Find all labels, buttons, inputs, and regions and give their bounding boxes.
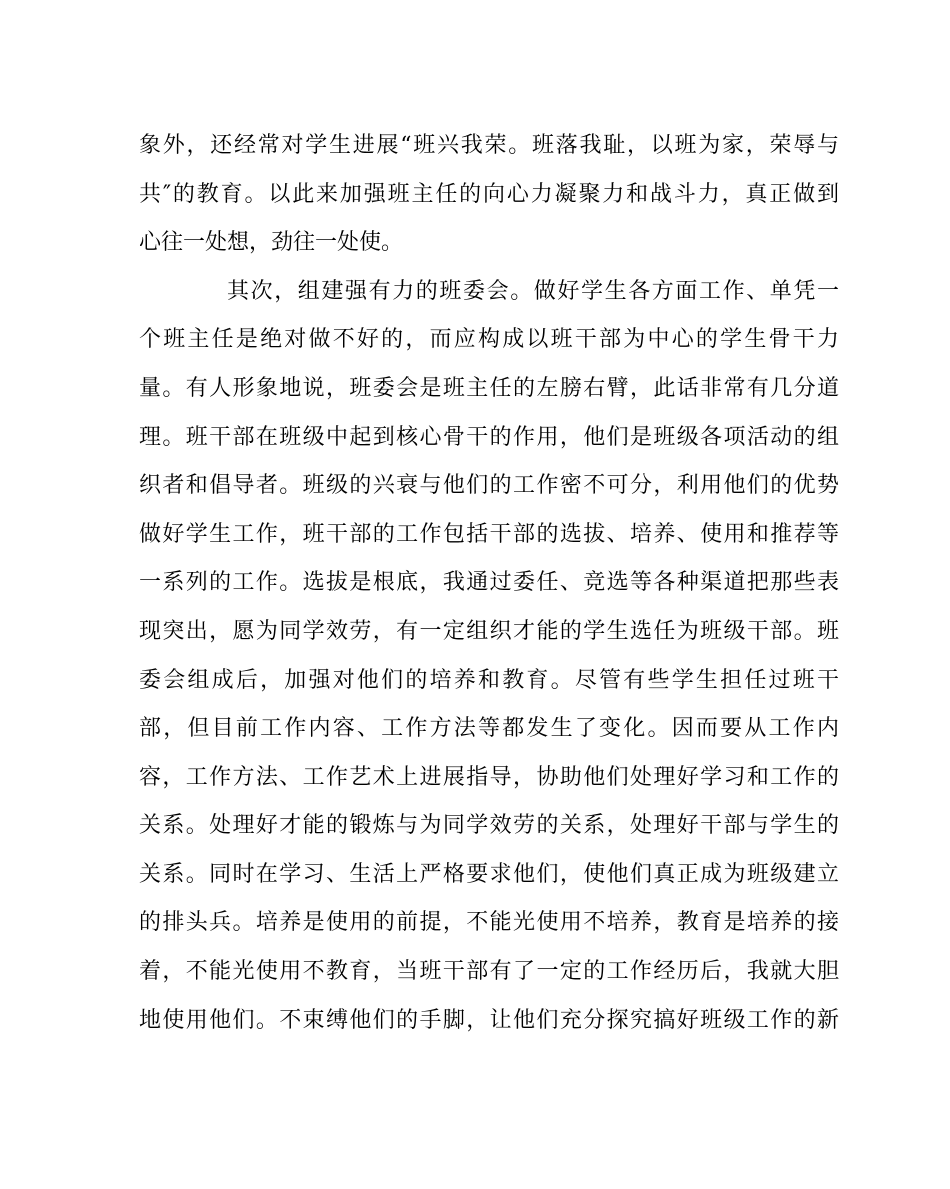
text-line: 心往一处想，劲往一处使。: [139, 230, 404, 255]
text-line: 理。班干部在班级中起到核心骨干的作用，他们是班级各项活动的组: [139, 425, 839, 450]
text-line: 地使用他们。不束缚他们的手脚，让他们充分探究搞好班级工作的新: [139, 1008, 839, 1033]
text-line: 共″的教育。以此来加强班主任的向心力凝聚力和战斗力，真正做到: [139, 182, 839, 207]
text-line: 现突出，愿为同学效劳，有一定组织才能的学生选任为班级干部。班: [139, 619, 839, 644]
text-line: 织者和倡导者。班级的兴衰与他们的工作密不可分，利用他们的优势: [139, 473, 839, 498]
text-line: 容，工作方法、工作艺术上进展指导，协助他们处理好学习和工作的: [139, 765, 839, 790]
paragraph-start-line: 其次，组建强有力的班委会。做好学生各方面工作、单凭一: [227, 279, 839, 304]
text-line: 量。有人形象地说，班委会是班主任的左膀右臂，此话非常有几分道: [139, 376, 839, 401]
text-line: 关系。处理好才能的锻炼与为同学效劳的关系，处理好干部与学生的: [139, 813, 839, 838]
text-line: 个班主任是绝对做不好的，而应构成以班干部为中心的学生骨干力: [139, 327, 839, 352]
text-line: 部，但目前工作内容、工作方法等都发生了变化。因而要从工作内: [139, 716, 839, 741]
text-line: 关系。同时在学习、生活上严格要求他们，使他们真正成为班级建立: [139, 862, 839, 887]
text-line: 一系列的工作。选拔是根底，我通过委任、竞选等各种渠道把那些表: [139, 570, 839, 595]
text-line: 做好学生工作，班干部的工作包括干部的选拔、培养、使用和推荐等: [139, 522, 839, 547]
text-line: 的排头兵。培养是使用的前提，不能光使用不培养，教育是培养的接: [139, 910, 839, 935]
text-line: 象外，还经常对学生进展“班兴我荣。班落我耻，以班为家，荣辱与: [139, 133, 839, 158]
text-line: 着，不能光使用不教育，当班干部有了一定的工作经历后，我就大胆: [139, 959, 839, 984]
text-line: 委会组成后，加强对他们的培养和教育。尽管有些学生担任过班干: [139, 668, 839, 693]
